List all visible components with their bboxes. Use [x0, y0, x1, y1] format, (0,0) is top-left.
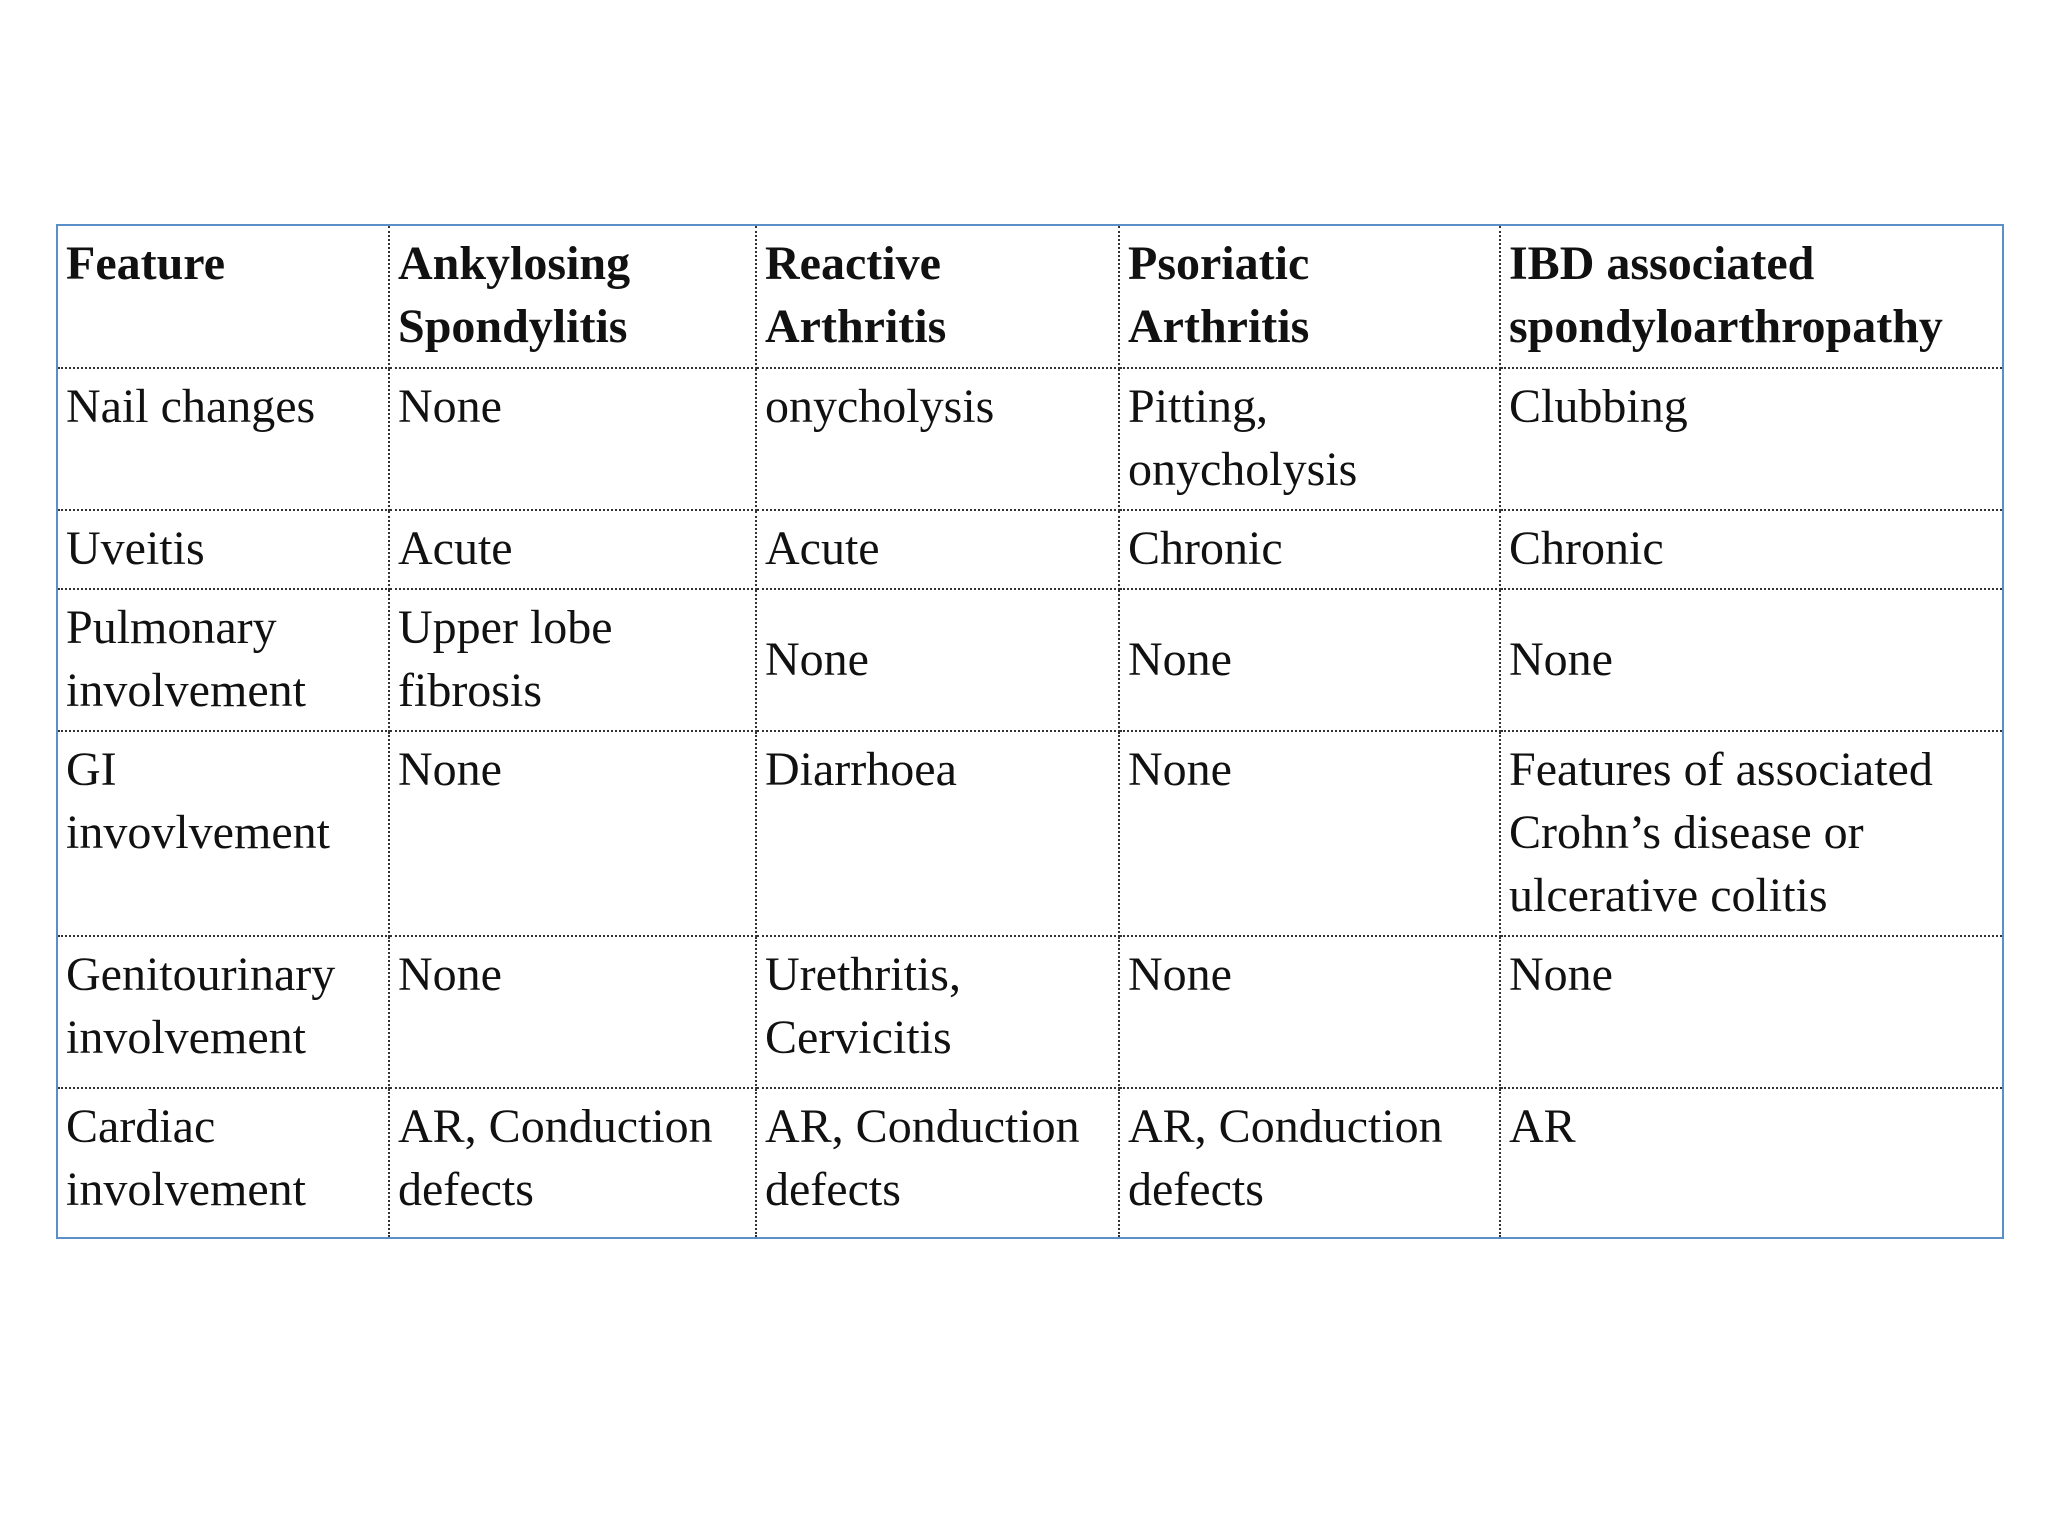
table-row — [57, 936, 2003, 1088]
table-cell: Clubbing — [1500, 368, 2003, 510]
table-cell: GI invovlvement — [57, 731, 389, 936]
header-cell-ankylosing-spondylitis: Ankylosing Spondylitis — [389, 225, 756, 368]
table-row — [57, 731, 2003, 936]
table-cell: Chronic — [1500, 510, 2003, 589]
header-cell-psoriatic-arthritis: Psoriatic Arthritis — [1119, 225, 1500, 368]
table-cell: Pulmonary involvement — [57, 589, 389, 731]
header-cell-ibd-spondyloarthropathy: IBD associated spondyloarthropathy — [1500, 225, 2003, 368]
table-cell: AR, Conduction defects — [389, 1088, 756, 1238]
table-cell: None — [1500, 589, 2003, 731]
table-cell: Nail changes — [57, 368, 389, 510]
table-cell: onycholysis — [756, 368, 1119, 510]
table-cell: Uveitis — [57, 510, 389, 589]
table-cell: Acute — [389, 510, 756, 589]
table-cell: None — [389, 731, 756, 936]
table-cell: None — [389, 936, 756, 1088]
header-cell-feature: Feature — [57, 225, 389, 368]
table-row — [57, 510, 2003, 589]
table-cell: Acute — [756, 510, 1119, 589]
table-cell: Urethritis, Cervicitis — [756, 936, 1119, 1088]
table-cell: Genitourinary involvement — [57, 936, 389, 1088]
table-cell: Chronic — [1119, 510, 1500, 589]
header-cell-reactive-arthritis: Reactive Arthritis — [756, 225, 1119, 368]
table-cell: AR, Conduction defects — [756, 1088, 1119, 1238]
table-cell: Pitting, onycholysis — [1119, 368, 1500, 510]
table-row — [57, 368, 2003, 510]
table-cell: AR, Conduction defects — [1119, 1088, 1500, 1238]
table-cell: Cardiac involvement — [57, 1088, 389, 1238]
table-row — [57, 1088, 2003, 1238]
table-cell: None — [1119, 589, 1500, 731]
table-cell: None — [1119, 731, 1500, 936]
table-cell: None — [389, 368, 756, 510]
table-cell: Upper lobe fibrosis — [389, 589, 756, 731]
table-cell: None — [1500, 936, 2003, 1088]
table-cell: Features of associated Crohn’s disease or ulcerative colitis — [1500, 731, 2003, 936]
table-cell: Diarrhoea — [756, 731, 1119, 936]
table-cell: None — [1119, 936, 1500, 1088]
table-cell: None — [756, 589, 1119, 731]
table-cell: AR — [1509, 1100, 1576, 1153]
table-row — [57, 589, 2003, 731]
comparison-table — [56, 224, 2004, 1239]
table-header-row — [57, 225, 2003, 368]
